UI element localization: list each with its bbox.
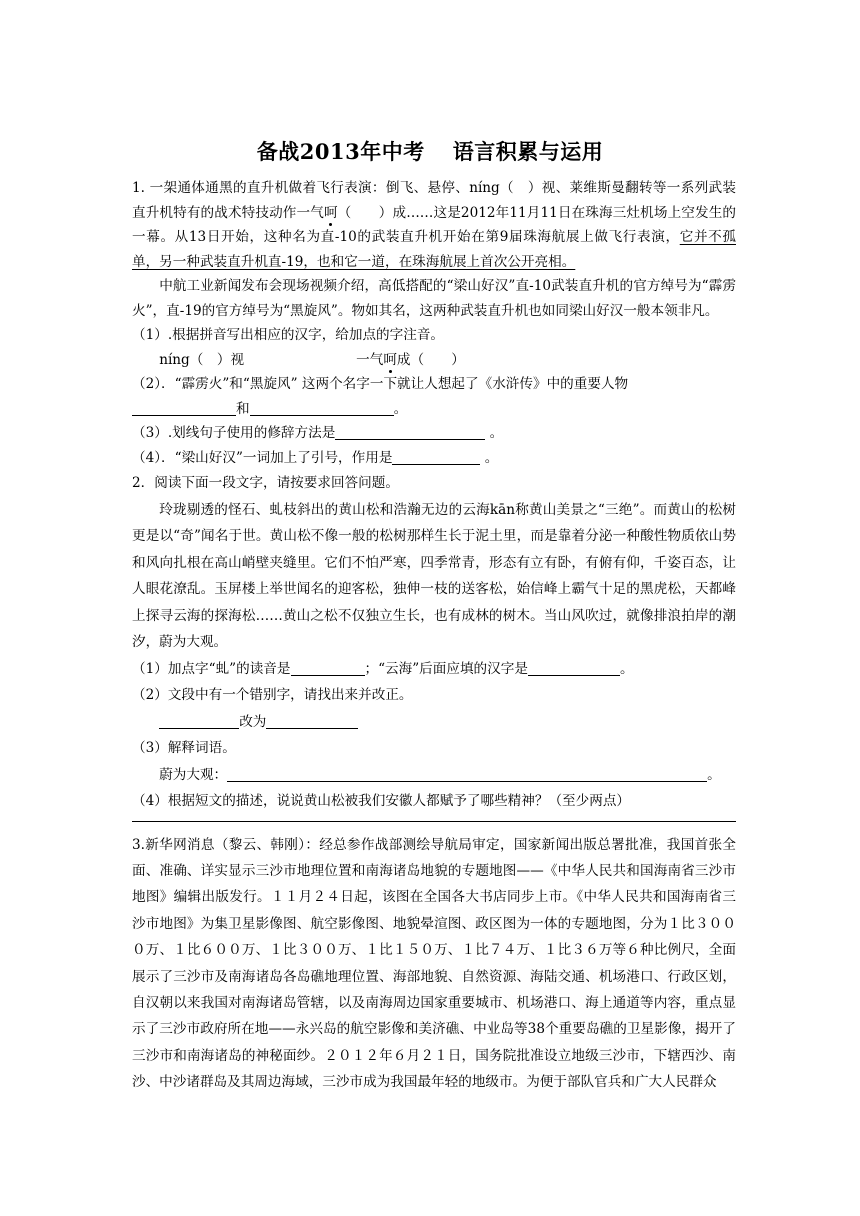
page-title <box>0 136 860 166</box>
answer-blank[interactable] <box>291 659 365 676</box>
question-2 <box>132 470 736 815</box>
underlined-sentence: 它并不孤单，另一种武装直升机直-19，也和它一道，在珠海航展上首次公开亮相。 <box>132 229 736 270</box>
answer-blank[interactable] <box>528 659 620 676</box>
q3-passage: 3.新华网消息（黎云、韩刚）：经总参作战部测绘导航局审定，国家新闻出版总署批准，我国首张全面、准确、详实显示三沙市地理位置和南海诸岛地貌的专题地图——《中华人民共和国海南省三沙市地图》编辑出版发行。１１月２４日起，该图在全国各大书店同步上市。《中华人民共和国海南省三沙市地图》为集卫星影像图、航空影像图、地貌晕渲图、政区图为一体的专题地图，分为１比３０００万、１比６００万、１比３００万、１比１５０万、１比７４万、１比３６万等６种比例尺，全面展示了三沙市及南海诸岛各岛礁地理位置、海部地貌、自然资源、海陆交通、机场港口、行政区划，自汉朝以来我国对南海诸岛管辖，以及南海周边国家重要城市、机场港口、海上通道等内容，重点显示了三沙市政府所在地——永兴岛的航空影像和美济礁、中业岛等38个重要岛礁的卫星影像，揭开了三沙市和南海诸岛的神秘面纱。２０１２年６月２１日，国务院批准设立地级三沙市，下辖西沙、南沙、中沙诸群岛及其周边海域，三沙市成为我国最年轻的地级市。为便于部队官兵和广大人民群众 <box>132 836 736 1091</box>
question-3 <box>132 832 736 1096</box>
q1-subquestion-2-blanks: 和 。 <box>132 397 736 422</box>
q1-subquestion-4: （4）．“梁山好汉”一词加上了引号，作用是 。 <box>132 449 499 466</box>
q2-subquestion-4: （4）根据短文的描述，说说黄山松被我们安徽人都赋予了哪些精神？（至少两点） <box>132 793 631 809</box>
answer-blank[interactable] <box>392 448 480 465</box>
q1-subquestion-1-answers: níng（ ）视 一气呵成（ ） <box>159 351 465 368</box>
q2-passage: 玲珑剔透的怪石、虬枝斜出的黄山松和浩瀚无边的云海kān称黄山美景之“三绝”。而黄山的松树更是以“奇”闻名于世。黄山松不像一般的松树那样生长于泥土里，而是靠着分泌一种酸性物质依山势和风向扎根在高山峭壁夹缝里。它们不怕严寒，四季常青，形态有立有卧，有俯有仰，千姿百态，让人眼花潦乱。玉屏楼上举世闻名的迎客松，独伸一枝的送客松，始信峰上霸气十足的黑虎松，天都峰上探寻云海的探海松……黄山之松不仅独立生长，也有成林的树木。当山风吹过，就像排浪拍岸的潮汐，蔚为大观。 <box>132 501 736 650</box>
q1-subquestion-3: （3）.划线句子使用的修辞方法是 。 <box>132 425 504 441</box>
section-divider <box>132 821 736 822</box>
q2-subquestion-3: （3）解释词语。 <box>132 740 236 756</box>
q2-heading: 2．阅读下面一段文字，请按要求回答问题。 <box>132 475 399 491</box>
answer-blank[interactable] <box>132 399 236 416</box>
q1-subquestion-2: （2）．“霹雳火”和“黑旋风” 这两个名字一下就让人想起了《水浒传》中的重要人物 <box>132 376 629 392</box>
title-main: 备战2013年中考 <box>256 139 425 164</box>
dotted-char: 呵 <box>323 204 338 221</box>
answer-blank[interactable] <box>266 712 358 729</box>
answer-blank[interactable] <box>159 712 239 729</box>
q2-subquestion-2-blanks: 改为 <box>132 709 736 736</box>
answer-blank[interactable] <box>227 765 707 782</box>
q2-subquestion-2: （2）文段中有一个错别字，请找出来并改正。 <box>132 687 413 703</box>
q1-paragraph-2: 中航工业新闻发布会现场视频介绍，高低搭配的“梁山好汉”直-10武装直升机的官方绰号为“霹雳火”，直-19的官方绰号为“黑旋风”。物如其名，这两种武装直升机也如同梁山好汉一般本领非凡。 <box>132 278 736 319</box>
answer-blank[interactable] <box>335 423 485 440</box>
title-sub: 语言积累与运用 <box>452 139 604 164</box>
answer-blank[interactable] <box>250 399 394 416</box>
document-body <box>132 176 736 1096</box>
q2-subquestion-1: （1）加点字“虬”的读音是 ；“云海”后面应填的汉字是 。 <box>132 660 634 677</box>
q2-subquestion-3-blank: 蔚为大观： 。 <box>159 766 721 783</box>
q1-paragraph-1: 1. 一架通体通黑的直升机做着飞行表演：倒飞、悬停、níng（ ）视、莱维斯曼翻转等一系列武装直升机特有的战术特技动作一气呵（ ）成……这是2012年11月11日在珠海三灶机场上空发生的一幕。从13日开始，这种名为直-10的武装直升机开始在第9届珠海航展上做飞行表演，它并不孤单，另一种武装直升机直-19，也和它一道，在珠海航展上首次公开亮相。 <box>132 180 736 270</box>
q1-subquestion-1: （1）.根据拼音写出相应的汉字，给加点的字注音。 <box>132 327 445 343</box>
question-1 <box>132 176 736 470</box>
